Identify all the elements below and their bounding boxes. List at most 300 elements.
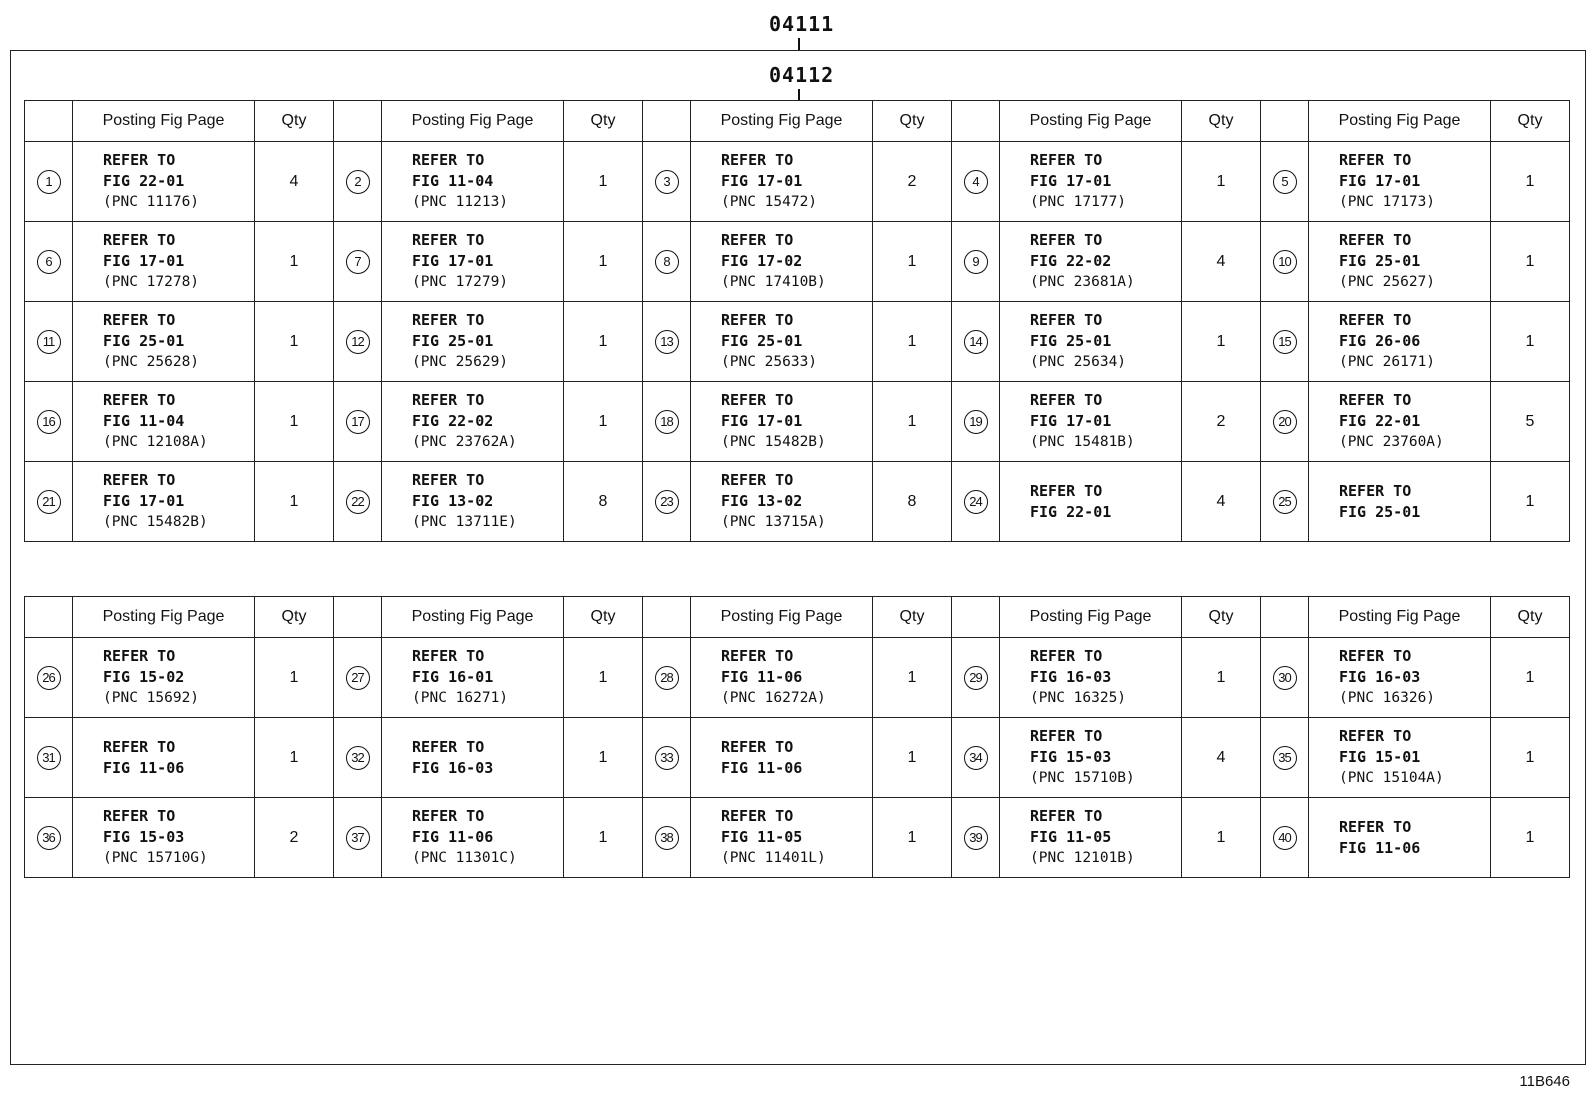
header-num-cell [334,597,382,638]
item-number-cell [643,302,691,382]
header-num-cell [334,101,382,142]
table-header [25,597,1570,638]
reference-cell [691,142,873,222]
pnc-text: (PNC 16326) [1339,690,1436,706]
reference-cell [1000,382,1182,462]
header-num-cell [952,597,1000,638]
refer-to-text: REFER TO [103,391,176,409]
quantity-cell: 4 [1182,222,1261,302]
fig-page-text: FIG 17-01 [412,252,494,270]
item-number-cell [1261,638,1309,718]
fig-page-text: FIG 16-03 [1339,668,1421,686]
fig-page-text: FIG 25-01 [721,332,803,350]
quantity-cell: 1 [1182,638,1261,718]
reference-cell [691,462,873,542]
header-posting-fig-page: Posting Fig Page [382,597,564,638]
refer-to-text: REFER TO [721,231,794,249]
item-number-cell [25,718,73,798]
item-callout-number: 28 [655,666,679,690]
pnc-text: (PNC 15481B) [1030,434,1135,450]
parts-table-top [24,100,1570,542]
reference-cell [691,222,873,302]
refer-to-text: REFER TO [412,151,485,169]
reference-cell [382,462,564,542]
fig-page-text: FIG 11-06 [103,758,185,777]
reference-cell [691,718,873,798]
pnc-text: (PNC 25629) [412,354,509,370]
item-callout-number: 3 [655,170,679,194]
fig-page-text: FIG 11-06 [721,668,803,686]
illustration-code: 11B646 [1519,1073,1570,1090]
header-num-cell [643,597,691,638]
refer-to-text: REFER TO [1030,647,1103,665]
reference-cell [1309,718,1491,798]
pnc-text: (PNC 13711E) [412,514,517,530]
item-number-cell [952,382,1000,462]
header-qty: Qty [564,597,643,638]
item-number-cell [1261,142,1309,222]
quantity-cell: 1 [564,718,643,798]
quantity-cell: 1 [564,142,643,222]
quantity-cell: 1 [564,222,643,302]
item-callout-number: 10 [1273,250,1297,274]
refer-to-text: REFER TO [721,647,794,665]
item-number-cell [334,798,382,878]
item-number-cell [952,798,1000,878]
header-posting-fig-page: Posting Fig Page [1000,597,1182,638]
item-number-cell [334,222,382,302]
pnc-text: (PNC 16272A) [721,690,826,706]
refer-to-text: REFER TO [1339,231,1412,249]
pnc-text: (PNC 25633) [721,354,818,370]
item-number-cell [334,718,382,798]
fig-page-text: FIG 17-01 [103,492,185,510]
pnc-text: (PNC 25628) [103,354,200,370]
fig-page-text: FIG 17-01 [721,412,803,430]
item-callout-number: 37 [346,826,370,850]
refer-to-text: REFER TO [1339,311,1412,329]
item-number-cell [1261,718,1309,798]
refer-to-text: REFER TO [412,471,485,489]
item-callout-number: 35 [1273,746,1297,770]
item-number-cell [952,222,1000,302]
header-num-cell [1261,597,1309,638]
refer-to-text: REFER TO [1030,311,1103,329]
fig-page-text: FIG 16-03 [412,758,494,777]
item-number-cell [643,222,691,302]
quantity-cell: 1 [1491,302,1570,382]
item-callout-number: 6 [37,250,61,274]
refer-to-text: REFER TO [1030,727,1103,745]
item-number-cell [25,462,73,542]
item-number-cell [25,382,73,462]
fig-page-text: FIG 13-02 [412,492,494,510]
quantity-cell: 1 [1491,798,1570,878]
header-qty: Qty [255,597,334,638]
item-callout-number: 21 [37,490,61,514]
table-body [25,638,1570,878]
pnc-text: (PNC 11301C) [412,850,517,866]
fig-page-text: FIG 17-01 [1030,172,1112,190]
refer-to-text: REFER TO [412,647,485,665]
refer-to-text: REFER TO [721,391,794,409]
item-callout-number: 24 [964,490,988,514]
table-header [25,101,1570,142]
refer-to-text: REFER TO [103,647,176,665]
pnc-text: (PNC 26171) [1339,354,1436,370]
quantity-cell: 1 [1491,718,1570,798]
pnc-text: (PNC 15482B) [103,514,208,530]
reference-cell [1000,638,1182,718]
fig-page-text: FIG 17-01 [1339,172,1421,190]
refer-to-text: REFER TO [721,737,794,756]
quantity-cell: 5 [1491,382,1570,462]
item-callout-number: 5 [1273,170,1297,194]
reference-cell [1309,222,1491,302]
fig-page-text: FIG 16-01 [412,668,494,686]
quantity-cell: 1 [1491,462,1570,542]
pnc-text: (PNC 15692) [103,690,200,706]
quantity-cell: 2 [873,142,952,222]
quantity-cell: 1 [1491,638,1570,718]
subassembly-label: 04112 [769,63,835,87]
reference-cell [382,302,564,382]
fig-page-text: FIG 17-01 [721,172,803,190]
item-number-cell [25,638,73,718]
item-callout-number: 25 [1273,490,1297,514]
item-callout-number: 4 [964,170,988,194]
header-row [25,597,1570,638]
quantity-cell: 1 [255,382,334,462]
quantity-cell: 8 [873,462,952,542]
assembly-label: 04111 [769,12,835,36]
refer-to-text: REFER TO [1339,391,1412,409]
item-number-cell [334,302,382,382]
item-callout-number: 36 [37,826,61,850]
reference-cell [382,142,564,222]
quantity-cell: 1 [873,302,952,382]
fig-page-text: FIG 16-03 [1030,668,1112,686]
header-qty: Qty [1182,597,1261,638]
quantity-cell: 1 [255,718,334,798]
fig-page-text: FIG 11-06 [1339,838,1421,857]
quantity-cell: 1 [1491,142,1570,222]
pnc-text: (PNC 15104A) [1339,770,1444,786]
item-callout-number: 38 [655,826,679,850]
reference-cell [1309,462,1491,542]
refer-to-text: REFER TO [1339,647,1412,665]
item-number-cell [25,798,73,878]
reference-cell [691,382,873,462]
item-callout-number: 13 [655,330,679,354]
refer-to-text: REFER TO [1030,481,1103,500]
quantity-cell: 1 [1182,798,1261,878]
header-qty: Qty [873,597,952,638]
reference-cell [1309,142,1491,222]
fig-page-text: FIG 26-06 [1339,332,1421,350]
pnc-text: (PNC 17173) [1339,194,1436,210]
reference-cell [1000,462,1182,542]
item-callout-number: 1 [37,170,61,194]
table-row [25,142,1570,222]
header-posting-fig-page: Posting Fig Page [1000,101,1182,142]
reference-cell [691,302,873,382]
reference-cell [691,798,873,878]
header-posting-fig-page: Posting Fig Page [73,101,255,142]
reference-cell [73,222,255,302]
item-number-cell [643,462,691,542]
reference-cell [1309,302,1491,382]
item-number-cell [334,142,382,222]
refer-to-text: REFER TO [412,807,485,825]
fig-page-text: FIG 15-03 [103,828,185,846]
item-number-cell [952,142,1000,222]
reference-cell [1000,302,1182,382]
refer-to-text: REFER TO [1339,151,1412,169]
item-number-cell [952,302,1000,382]
table-row [25,638,1570,718]
refer-to-text: REFER TO [721,311,794,329]
reference-cell [73,142,255,222]
quantity-cell: 1 [255,302,334,382]
reference-cell [73,382,255,462]
fig-page-text: FIG 22-02 [1030,252,1112,270]
item-number-cell [643,718,691,798]
fig-page-text: FIG 22-01 [1030,502,1112,521]
pnc-text: (PNC 17278) [103,274,200,290]
refer-to-text: REFER TO [1339,727,1412,745]
reference-cell [382,638,564,718]
fig-page-text: FIG 25-01 [412,332,494,350]
reference-cell [1000,798,1182,878]
quantity-cell: 1 [255,462,334,542]
pnc-text: (PNC 23760A) [1339,434,1444,450]
pnc-text: (PNC 25627) [1339,274,1436,290]
refer-to-text: REFER TO [721,807,794,825]
refer-to-text: REFER TO [412,391,485,409]
header-num-cell [25,597,73,638]
refer-to-text: REFER TO [721,471,794,489]
quantity-cell: 1 [1491,222,1570,302]
item-callout-number: 30 [1273,666,1297,690]
pnc-text: (PNC 12101B) [1030,850,1135,866]
pnc-text: (PNC 17279) [412,274,509,290]
refer-to-text: REFER TO [103,151,176,169]
pnc-text: (PNC 16271) [412,690,509,706]
reference-cell [1309,798,1491,878]
pnc-text: (PNC 15710G) [103,850,208,866]
reference-cell [382,718,564,798]
item-callout-number: 32 [346,746,370,770]
quantity-cell: 8 [564,462,643,542]
header-num-cell [1261,101,1309,142]
item-callout-number: 18 [655,410,679,434]
quantity-cell: 1 [564,302,643,382]
item-number-cell [1261,382,1309,462]
fig-page-text: FIG 15-03 [1030,748,1112,766]
item-number-cell [952,638,1000,718]
item-number-cell [643,798,691,878]
quantity-cell: 1 [564,638,643,718]
item-callout-number: 8 [655,250,679,274]
refer-to-text: REFER TO [103,807,176,825]
quantity-cell: 1 [873,798,952,878]
reference-cell [382,382,564,462]
item-number-cell [643,638,691,718]
fig-page-text: FIG 11-05 [1030,828,1112,846]
header-posting-fig-page: Posting Fig Page [382,101,564,142]
table-row [25,798,1570,878]
item-callout-number: 23 [655,490,679,514]
refer-to-text: REFER TO [1030,231,1103,249]
header-qty: Qty [873,101,952,142]
reference-cell [382,222,564,302]
pnc-text: (PNC 15710B) [1030,770,1135,786]
fig-page-text: FIG 11-04 [103,412,185,430]
fig-page-text: FIG 17-01 [1030,412,1112,430]
pnc-text: (PNC 17177) [1030,194,1127,210]
header-qty: Qty [1491,101,1570,142]
item-callout-number: 34 [964,746,988,770]
table-row [25,462,1570,542]
header-qty: Qty [1491,597,1570,638]
item-number-cell [25,302,73,382]
header-posting-fig-page: Posting Fig Page [1309,597,1491,638]
item-number-cell [952,462,1000,542]
item-callout-number: 27 [346,666,370,690]
item-callout-number: 2 [346,170,370,194]
item-callout-number: 9 [964,250,988,274]
item-callout-number: 22 [346,490,370,514]
item-callout-number: 26 [37,666,61,690]
item-number-cell [1261,302,1309,382]
fig-page-text: FIG 25-01 [1339,252,1421,270]
pnc-text: (PNC 17410B) [721,274,826,290]
item-number-cell [334,462,382,542]
fig-page-text: FIG 11-06 [721,758,803,777]
pnc-text: (PNC 15472) [721,194,818,210]
item-callout-number: 17 [346,410,370,434]
quantity-cell: 1 [564,382,643,462]
item-callout-number: 12 [346,330,370,354]
refer-to-text: REFER TO [1339,817,1412,836]
quantity-cell: 1 [873,222,952,302]
pnc-text: (PNC 16325) [1030,690,1127,706]
header-num-cell [952,101,1000,142]
reference-cell [1000,142,1182,222]
reference-cell [1000,718,1182,798]
table-row [25,222,1570,302]
item-callout-number: 29 [964,666,988,690]
quantity-cell: 4 [255,142,334,222]
item-callout-number: 16 [37,410,61,434]
item-callout-number: 33 [655,746,679,770]
item-callout-number: 40 [1273,826,1297,850]
refer-to-text: REFER TO [103,737,176,756]
reference-cell [73,718,255,798]
fig-page-text: FIG 22-02 [412,412,494,430]
refer-to-text: REFER TO [1339,481,1412,500]
header-row [25,101,1570,142]
reference-cell [1000,222,1182,302]
item-callout-number: 19 [964,410,988,434]
header-posting-fig-page: Posting Fig Page [691,597,873,638]
item-number-cell [25,222,73,302]
reference-cell [691,638,873,718]
item-number-cell [334,638,382,718]
quantity-cell: 4 [1182,718,1261,798]
item-number-cell [643,142,691,222]
header-posting-fig-page: Posting Fig Page [1309,101,1491,142]
table-row [25,302,1570,382]
quantity-cell: 1 [1182,142,1261,222]
fig-page-text: FIG 11-06 [412,828,494,846]
pnc-text: (PNC 11176) [103,194,200,210]
fig-page-text: FIG 17-02 [721,252,803,270]
quantity-cell: 2 [1182,382,1261,462]
pnc-text: (PNC 13715A) [721,514,826,530]
refer-to-text: REFER TO [103,471,176,489]
refer-to-text: REFER TO [1030,151,1103,169]
pnc-text: (PNC 23762A) [412,434,517,450]
refer-to-text: REFER TO [1030,391,1103,409]
item-callout-number: 39 [964,826,988,850]
table-row [25,718,1570,798]
reference-cell [73,798,255,878]
quantity-cell: 4 [1182,462,1261,542]
pnc-text: (PNC 15482B) [721,434,826,450]
header-qty: Qty [564,101,643,142]
fig-page-text: FIG 22-01 [1339,412,1421,430]
header-num-cell [643,101,691,142]
refer-to-text: REFER TO [412,231,485,249]
header-posting-fig-page: Posting Fig Page [73,597,255,638]
item-number-cell [952,718,1000,798]
refer-to-text: REFER TO [1030,807,1103,825]
item-number-cell [1261,222,1309,302]
pnc-text: (PNC 25634) [1030,354,1127,370]
quantity-cell: 1 [255,638,334,718]
refer-to-text: REFER TO [412,311,485,329]
fig-page-text: FIG 25-01 [1339,502,1421,521]
quantity-cell: 1 [564,798,643,878]
fig-page-text: FIG 11-04 [412,172,494,190]
pnc-text: (PNC 12108A) [103,434,208,450]
reference-cell [73,302,255,382]
quantity-cell: 1 [255,222,334,302]
quantity-cell: 1 [873,718,952,798]
fig-page-text: FIG 13-02 [721,492,803,510]
header-posting-fig-page: Posting Fig Page [691,101,873,142]
item-callout-number: 11 [37,330,61,354]
quantity-cell: 1 [873,638,952,718]
quantity-cell: 1 [873,382,952,462]
refer-to-text: REFER TO [721,151,794,169]
quantity-cell: 1 [1182,302,1261,382]
refer-to-text: REFER TO [103,311,176,329]
item-number-cell [25,142,73,222]
item-callout-number: 20 [1273,410,1297,434]
pnc-text: (PNC 23681A) [1030,274,1135,290]
quantity-cell: 2 [255,798,334,878]
header-qty: Qty [1182,101,1261,142]
pnc-text: (PNC 11401L) [721,850,826,866]
reference-cell [1309,382,1491,462]
table-row [25,382,1570,462]
item-number-cell [643,382,691,462]
item-callout-number: 14 [964,330,988,354]
reference-cell [73,462,255,542]
